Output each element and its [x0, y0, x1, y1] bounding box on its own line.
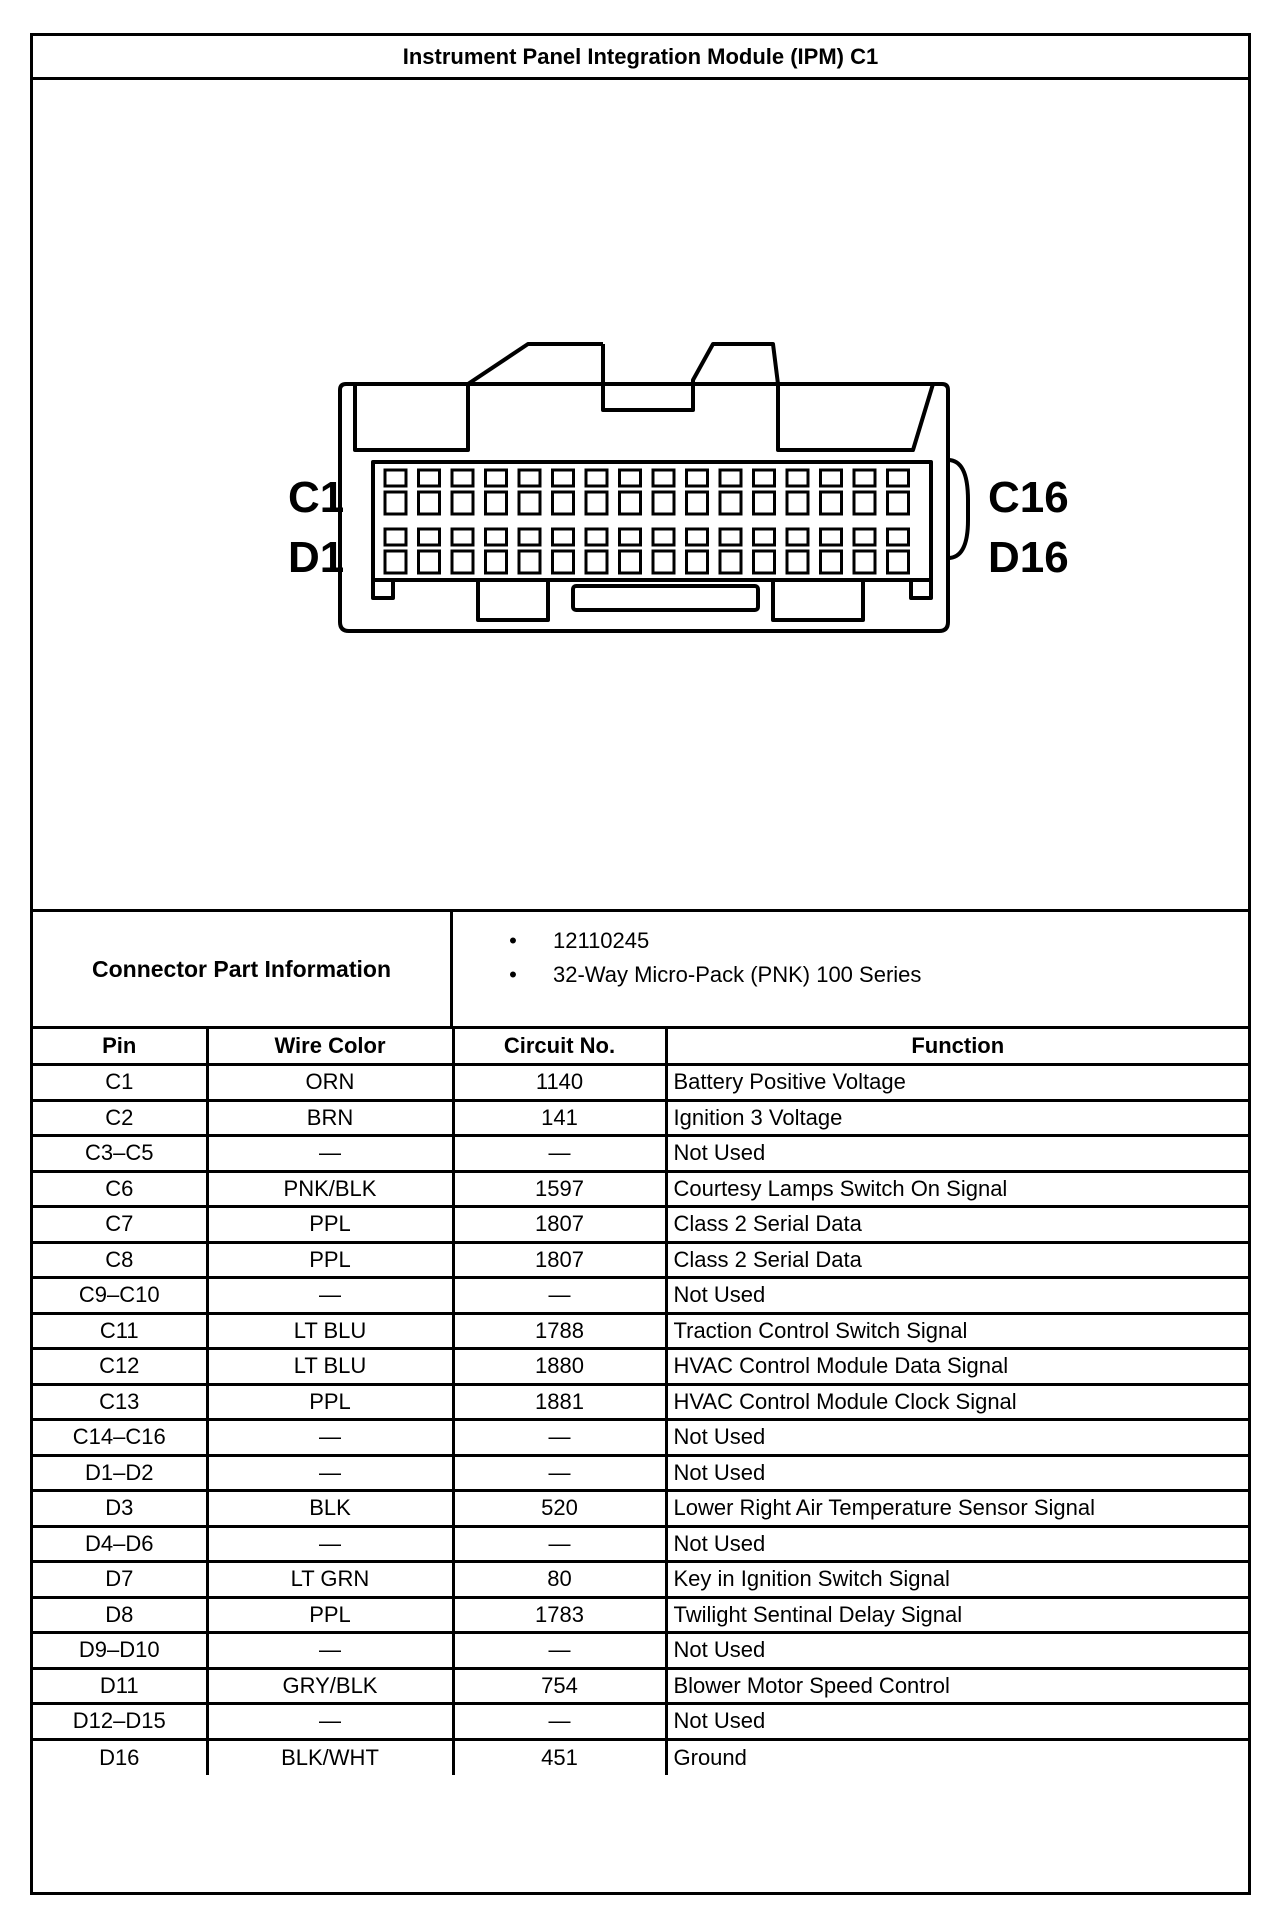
- pin-cavity: [888, 492, 909, 514]
- cell-function: Courtesy Lamps Switch On Signal: [666, 1171, 1248, 1207]
- cell-wire-color: LT BLU: [207, 1313, 453, 1349]
- pin-cavity: [653, 492, 674, 514]
- header-wire-color: Wire Color: [207, 1029, 453, 1065]
- cell-wire-color: —: [207, 1278, 453, 1314]
- cell-wire-color: BRN: [207, 1100, 453, 1136]
- pin-cavity: [419, 551, 440, 573]
- cell-pin: C13: [33, 1384, 207, 1420]
- side-latch: [948, 460, 968, 558]
- table-row: [33, 1455, 1248, 1491]
- cell-pin: C11: [33, 1313, 207, 1349]
- pin-latch-slot: [452, 470, 473, 486]
- cell-function: Not Used: [666, 1704, 1248, 1740]
- pin-cavity: [620, 492, 641, 514]
- cell-circuit-no: 451: [453, 1739, 666, 1775]
- pin-latch-slot: [385, 529, 406, 545]
- cell-circuit-no: 520: [453, 1491, 666, 1527]
- pin-latch-slot: [854, 529, 875, 545]
- pin-cavity: [888, 551, 909, 573]
- pin-cavity: [687, 492, 708, 514]
- cell-wire-color: PPL: [207, 1384, 453, 1420]
- cell-pin: D11: [33, 1668, 207, 1704]
- pin-cavity: [519, 551, 540, 573]
- pin-latch-slot: [754, 529, 775, 545]
- cell-circuit-no: —: [453, 1633, 666, 1669]
- pin-latch-slot: [586, 470, 607, 486]
- cell-wire-color: BLK/WHT: [207, 1739, 453, 1775]
- cell-circuit-no: 1880: [453, 1349, 666, 1385]
- cell-wire-color: —: [207, 1420, 453, 1456]
- table-row: [33, 1739, 1248, 1775]
- pin-cavity: [821, 551, 842, 573]
- cell-circuit-no: —: [453, 1278, 666, 1314]
- cell-circuit-no: —: [453, 1704, 666, 1740]
- table-row: [33, 1704, 1248, 1740]
- connector-diagram: [33, 80, 1248, 912]
- cell-wire-color: PPL: [207, 1597, 453, 1633]
- pin-cavity: [620, 551, 641, 573]
- cell-pin: C8: [33, 1242, 207, 1278]
- pin-latch-slot: [754, 470, 775, 486]
- bottom-notch-left: [373, 580, 393, 598]
- part-info-item: • 12110245: [503, 924, 921, 958]
- pin-latch-slot: [653, 470, 674, 486]
- cell-function: Twilight Sentinal Delay Signal: [666, 1597, 1248, 1633]
- label-c16: C16: [988, 473, 1069, 522]
- table-row: [33, 1242, 1248, 1278]
- cell-wire-color: —: [207, 1136, 453, 1172]
- pin-latch-slot: [385, 470, 406, 486]
- cell-pin: D16: [33, 1739, 207, 1775]
- table-row: [33, 1136, 1248, 1172]
- table-row: [33, 1171, 1248, 1207]
- bottom-notch-right: [911, 580, 931, 598]
- pin-cavity: [754, 492, 775, 514]
- cell-function: Not Used: [666, 1278, 1248, 1314]
- pin-latch-slot: [586, 529, 607, 545]
- cell-function: Class 2 Serial Data: [666, 1242, 1248, 1278]
- table-row: [33, 1100, 1248, 1136]
- pin-cavity: [452, 551, 473, 573]
- cell-circuit-no: 80: [453, 1562, 666, 1598]
- cell-function: Ground: [666, 1739, 1248, 1775]
- pin-latch-slot: [687, 529, 708, 545]
- cell-function: HVAC Control Module Clock Signal: [666, 1384, 1248, 1420]
- pin-cavity: [452, 492, 473, 514]
- pin-latch-slot: [519, 529, 540, 545]
- pin-latch-slot: [486, 529, 507, 545]
- cell-wire-color: BLK: [207, 1491, 453, 1527]
- table-header-row: [33, 1029, 1248, 1065]
- pin-cavity: [586, 551, 607, 573]
- pin-latch-slot: [854, 470, 875, 486]
- cell-circuit-no: 141: [453, 1100, 666, 1136]
- cell-circuit-no: —: [453, 1526, 666, 1562]
- cell-circuit-no: 1807: [453, 1242, 666, 1278]
- pin-cavity: [653, 551, 674, 573]
- pin-cavity: [486, 551, 507, 573]
- cell-wire-color: —: [207, 1633, 453, 1669]
- cell-pin: D1–D2: [33, 1455, 207, 1491]
- cell-wire-color: PNK/BLK: [207, 1171, 453, 1207]
- label-d16: D16: [988, 533, 1069, 582]
- cell-circuit-no: —: [453, 1455, 666, 1491]
- table-row: [33, 1597, 1248, 1633]
- pin-cavity: [553, 492, 574, 514]
- table-row: [33, 1065, 1248, 1101]
- cell-wire-color: —: [207, 1704, 453, 1740]
- cell-circuit-no: 1140: [453, 1065, 666, 1101]
- pin-latch-slot: [888, 529, 909, 545]
- cell-pin: C14–C16: [33, 1420, 207, 1456]
- pin-cavity: [385, 551, 406, 573]
- housing-outline: [340, 384, 948, 631]
- cell-wire-color: LT GRN: [207, 1562, 453, 1598]
- header-circuit-no: Circuit No.: [453, 1029, 666, 1065]
- pin-cavity: [720, 492, 741, 514]
- cell-wire-color: PPL: [207, 1207, 453, 1243]
- cell-wire-color: LT BLU: [207, 1349, 453, 1385]
- table-row: [33, 1491, 1248, 1527]
- cell-pin: C6: [33, 1171, 207, 1207]
- cell-circuit-no: 1597: [453, 1171, 666, 1207]
- pin-cavity: [854, 551, 875, 573]
- cell-function: Key in Ignition Switch Signal: [666, 1562, 1248, 1598]
- cell-circuit-no: 1881: [453, 1384, 666, 1420]
- pin-latch-slot: [486, 470, 507, 486]
- pin-latch-slot: [787, 529, 808, 545]
- cell-function: Not Used: [666, 1136, 1248, 1172]
- pin-latch-slot: [720, 529, 741, 545]
- table-row: [33, 1384, 1248, 1420]
- part-info-item: • 32-Way Micro-Pack (PNK) 100 Series: [503, 958, 921, 992]
- pin-latch-slot: [553, 470, 574, 486]
- cell-function: HVAC Control Module Data Signal: [666, 1349, 1248, 1385]
- pinout-table: [33, 1029, 1248, 1775]
- pin-cavity: [519, 492, 540, 514]
- pin-latch-slot: [687, 470, 708, 486]
- header-pin: Pin: [33, 1029, 207, 1065]
- cell-function: Not Used: [666, 1526, 1248, 1562]
- pin-latch-slot: [821, 529, 842, 545]
- cell-pin: C3–C5: [33, 1136, 207, 1172]
- cell-pin: C7: [33, 1207, 207, 1243]
- pin-latch-slot: [821, 470, 842, 486]
- table-row: [33, 1420, 1248, 1456]
- part-info-label: Connector Part Information: [33, 912, 453, 1026]
- connector-sheet: [30, 33, 1251, 1895]
- cell-wire-color: GRY/BLK: [207, 1668, 453, 1704]
- pin-latch-slot: [519, 470, 540, 486]
- table-row: [33, 1526, 1248, 1562]
- cell-pin: C1: [33, 1065, 207, 1101]
- table-row: [33, 1278, 1248, 1314]
- pin-latch-slot: [553, 529, 574, 545]
- pin-latch-slot: [888, 470, 909, 486]
- cell-circuit-no: —: [453, 1136, 666, 1172]
- pin-cavity: [486, 492, 507, 514]
- cell-function: Blower Motor Speed Control: [666, 1668, 1248, 1704]
- table-row: [33, 1668, 1248, 1704]
- pin-cavity: [419, 492, 440, 514]
- pin-cavity: [754, 551, 775, 573]
- cell-pin: D8: [33, 1597, 207, 1633]
- pin-cavity: [787, 492, 808, 514]
- cell-circuit-no: 1783: [453, 1597, 666, 1633]
- cell-circuit-no: 754: [453, 1668, 666, 1704]
- pin-cavity: [787, 551, 808, 573]
- pin-latch-slot: [620, 470, 641, 486]
- cell-function: Ignition 3 Voltage: [666, 1100, 1248, 1136]
- pin-grid: [385, 470, 909, 573]
- pin-cavity: [687, 551, 708, 573]
- pin-cavity: [553, 551, 574, 573]
- cell-function: Not Used: [666, 1633, 1248, 1669]
- table-row: [33, 1313, 1248, 1349]
- cell-pin: D3: [33, 1491, 207, 1527]
- cell-circuit-no: 1788: [453, 1313, 666, 1349]
- pin-cavity: [586, 492, 607, 514]
- cell-pin: D12–D15: [33, 1704, 207, 1740]
- label-c1: C1: [288, 473, 345, 522]
- header-function: Function: [666, 1029, 1248, 1065]
- cell-pin: C9–C10: [33, 1278, 207, 1314]
- housing-top-profile: [355, 344, 933, 450]
- bullet-icon: •: [509, 928, 517, 953]
- label-d1: D1: [288, 533, 345, 582]
- pin-latch-slot: [419, 470, 440, 486]
- cell-function: Class 2 Serial Data: [666, 1207, 1248, 1243]
- lower-slot-left: [478, 580, 548, 620]
- pin-latch-slot: [419, 529, 440, 545]
- cell-pin: C2: [33, 1100, 207, 1136]
- key-slot: [573, 586, 758, 610]
- cell-circuit-no: —: [453, 1420, 666, 1456]
- pin-cavity: [720, 551, 741, 573]
- connector-face-drawing: [33, 80, 1248, 909]
- cell-function: Traction Control Switch Signal: [666, 1313, 1248, 1349]
- cell-function: Battery Positive Voltage: [666, 1065, 1248, 1101]
- cell-function: Not Used: [666, 1455, 1248, 1491]
- part-info-list: [503, 924, 921, 992]
- pin-cavity: [385, 492, 406, 514]
- connector-part-info: [33, 912, 1248, 1029]
- page-title: Instrument Panel Integration Module (IPM) C1: [33, 36, 1248, 80]
- cell-wire-color: —: [207, 1526, 453, 1562]
- pin-latch-slot: [720, 470, 741, 486]
- cell-function: Not Used: [666, 1420, 1248, 1456]
- cell-function: Lower Right Air Temperature Sensor Signal: [666, 1491, 1248, 1527]
- table-row: [33, 1349, 1248, 1385]
- cell-wire-color: PPL: [207, 1242, 453, 1278]
- pin-latch-slot: [452, 529, 473, 545]
- pin-latch-slot: [653, 529, 674, 545]
- table-row: [33, 1562, 1248, 1598]
- pin-latch-slot: [620, 529, 641, 545]
- pin-cavity: [821, 492, 842, 514]
- pin-latch-slot: [787, 470, 808, 486]
- table-row: [33, 1207, 1248, 1243]
- cell-wire-color: —: [207, 1455, 453, 1491]
- cell-wire-color: ORN: [207, 1065, 453, 1101]
- cell-pin: C12: [33, 1349, 207, 1385]
- pin-cavity: [854, 492, 875, 514]
- table-row: [33, 1633, 1248, 1669]
- cell-pin: D7: [33, 1562, 207, 1598]
- lower-slot-right: [773, 580, 863, 620]
- cell-pin: D4–D6: [33, 1526, 207, 1562]
- cell-pin: D9–D10: [33, 1633, 207, 1669]
- cell-circuit-no: 1807: [453, 1207, 666, 1243]
- bullet-icon: •: [509, 962, 517, 987]
